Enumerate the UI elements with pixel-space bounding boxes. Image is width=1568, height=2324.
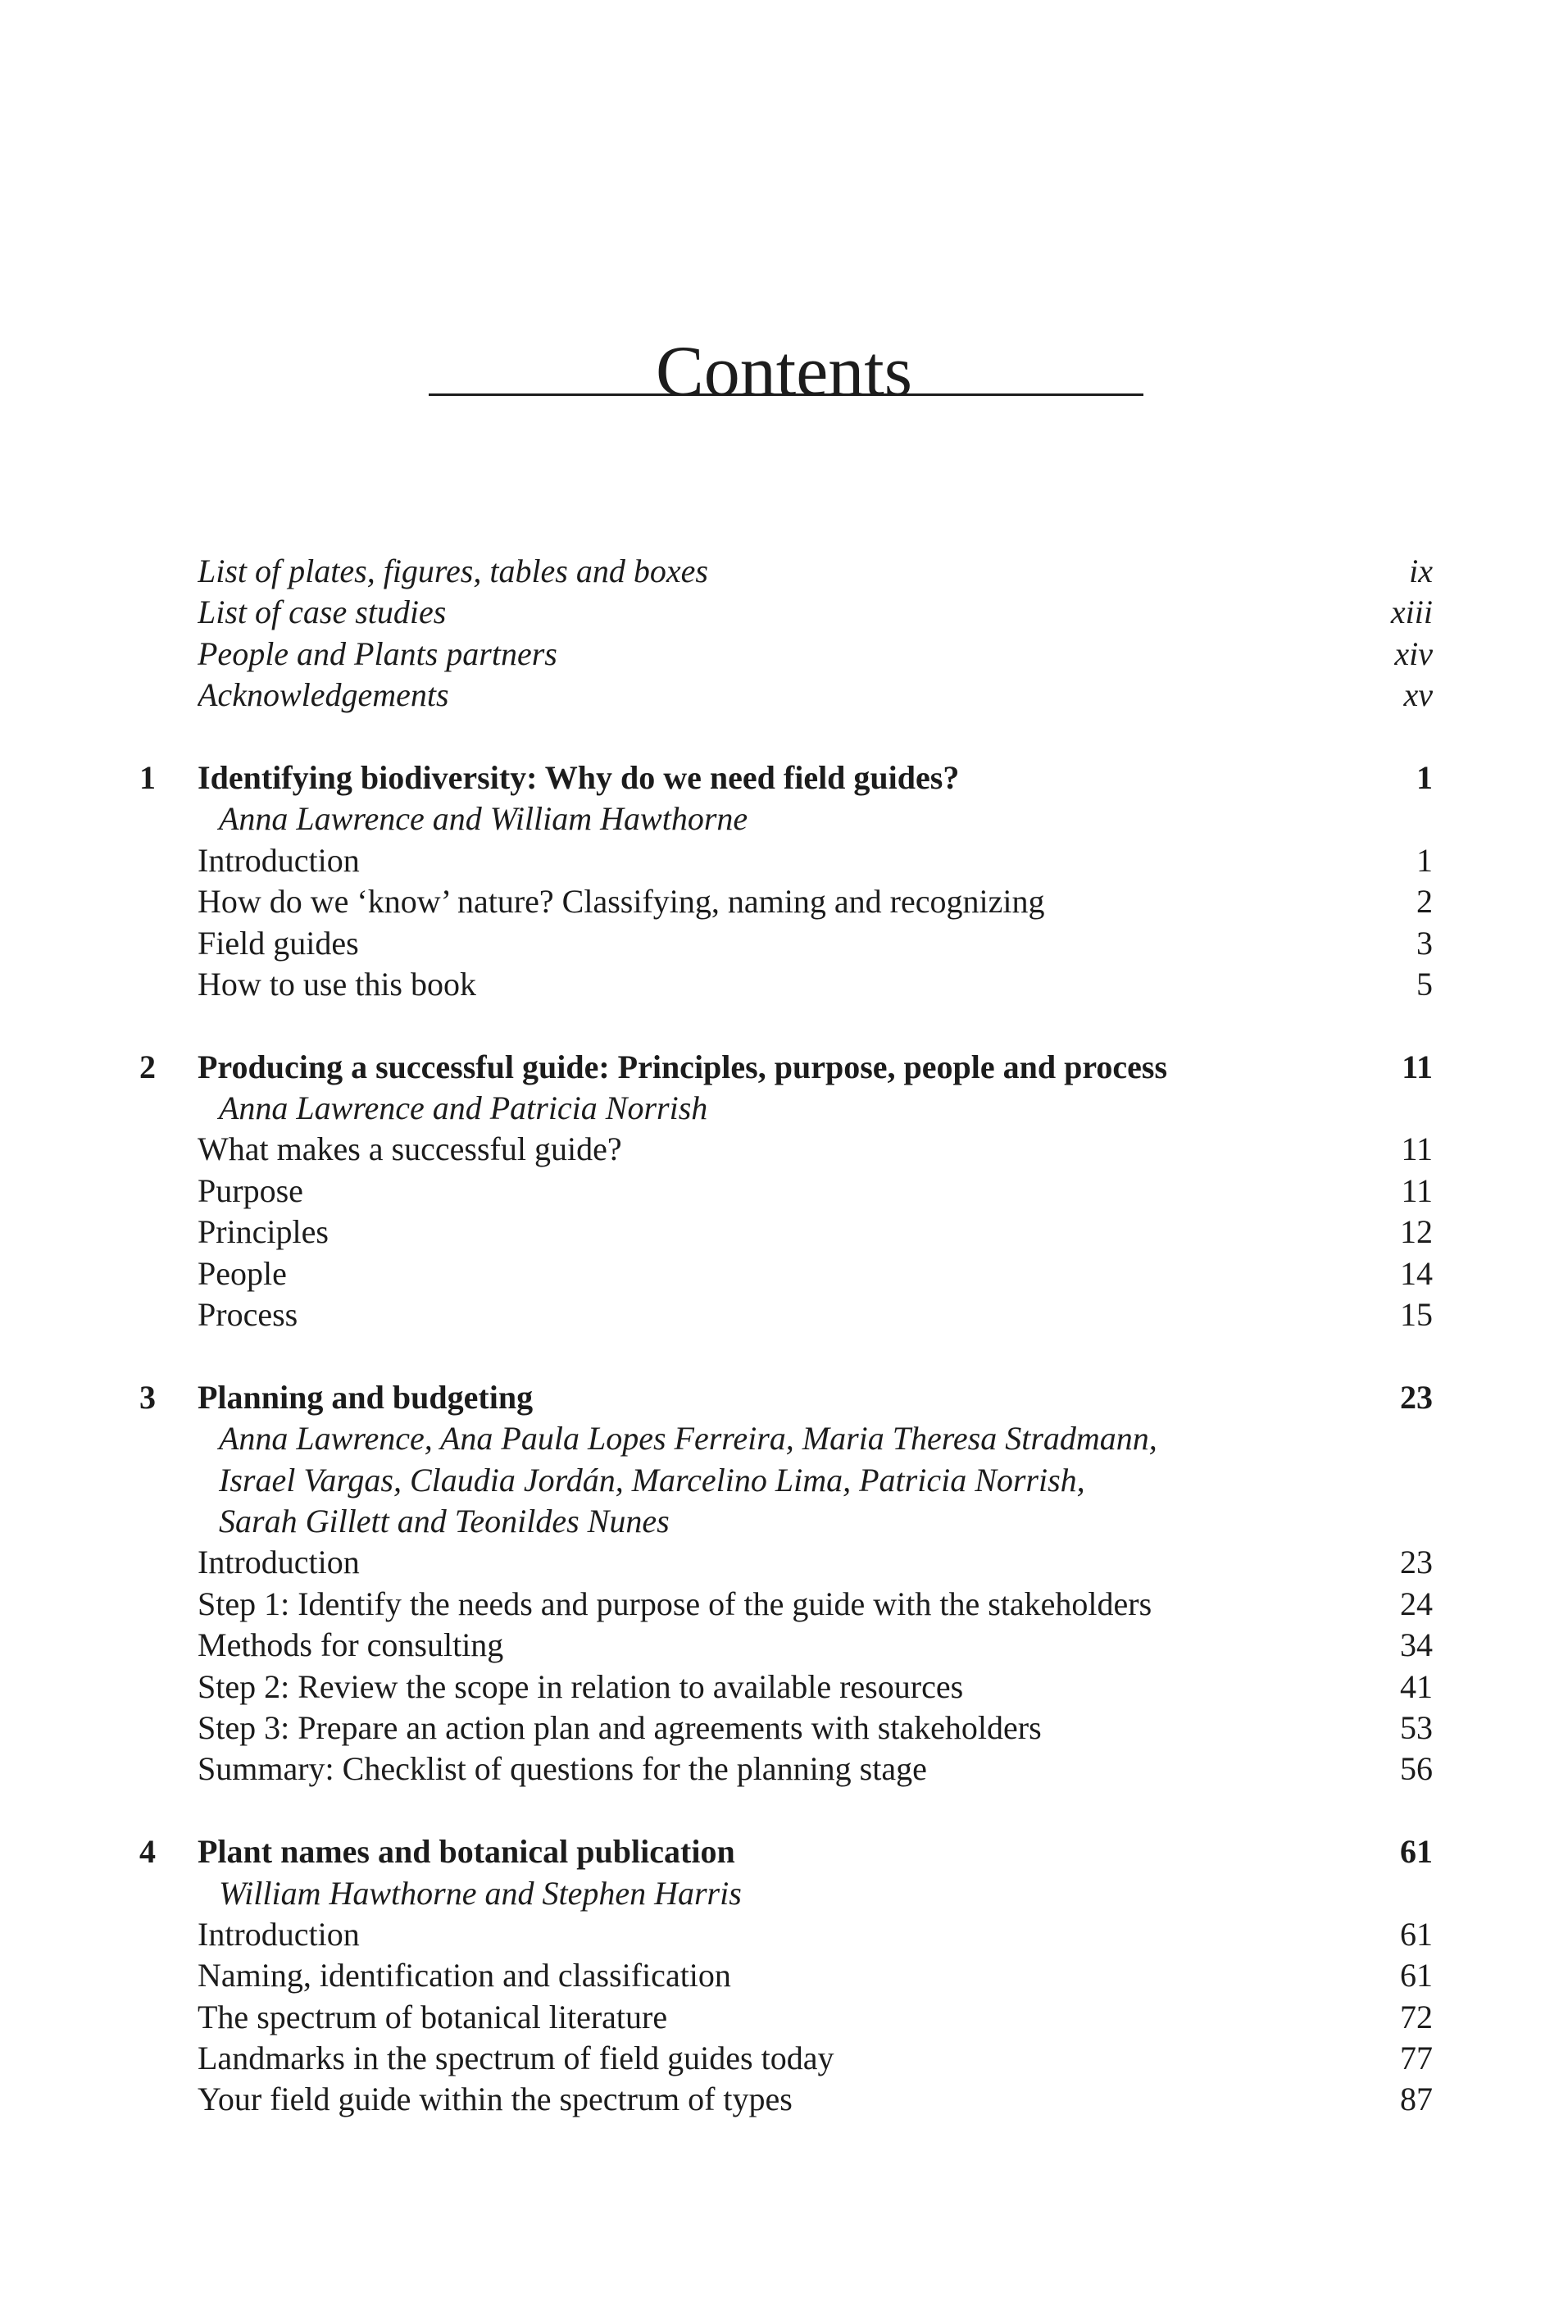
- spacer: [139, 1790, 1433, 1831]
- toc-page-number: 61: [1400, 1915, 1433, 1953]
- toc-page-number: 11: [1401, 1130, 1433, 1168]
- chapter-heading[interactable]: [139, 1377, 1433, 1418]
- author-line: Israel Vargas, Claudia Jordán, Marcelino Lima, Patricia Norrish,: [219, 1461, 1085, 1499]
- chapter-title: Identifying biodiversity: Why do we need field guides?: [198, 758, 960, 796]
- toc-page-number: 72: [1400, 1998, 1433, 2035]
- author-line: Sarah Gillett and Teonildes Nunes: [219, 1502, 670, 1539]
- section-title: Your field guide within the spectrum of types: [198, 2081, 793, 2118]
- section-title: Step 1: Identify the needs and purpose of the guide with the stakeholders: [198, 1585, 1152, 1622]
- toc-page-number: 41: [1400, 1667, 1433, 1705]
- toc-front-item[interactable]: [139, 675, 1433, 716]
- section-title: The spectrum of botanical literature: [198, 1998, 668, 2035]
- section-title: Summary: Checklist of questions for the planning stage: [198, 1750, 927, 1788]
- toc-front-item[interactable]: [139, 634, 1433, 675]
- toc-page-number: 34: [1400, 1626, 1433, 1664]
- toc-page-number: xv: [1403, 676, 1433, 714]
- toc-section-item[interactable]: [139, 1914, 1433, 1955]
- toc-section-item[interactable]: [139, 1584, 1433, 1625]
- section-title: Landmarks in the spectrum of field guides today: [198, 2040, 834, 2077]
- toc-page-number: xiii: [1390, 594, 1433, 631]
- toc-page-number: 11: [1401, 1171, 1433, 1209]
- chapter-heading[interactable]: [139, 1047, 1433, 1088]
- toc-page-number: 61: [1400, 1957, 1433, 1994]
- toc-section-item[interactable]: [139, 1212, 1433, 1253]
- author-line: Anna Lawrence and Patricia Norrish: [219, 1089, 708, 1127]
- section-title: Introduction: [198, 1544, 360, 1581]
- chapter-heading[interactable]: [139, 1831, 1433, 1872]
- section-title: How do we ‘know’ nature? Classifying, naming and recognizing: [198, 883, 1045, 921]
- toc-page-number: 61: [1400, 1833, 1433, 1871]
- toc-section-item[interactable]: [139, 1171, 1433, 1212]
- toc-page-number: 1: [1416, 758, 1433, 796]
- toc-section-item[interactable]: [139, 964, 1433, 1005]
- toc-section-item[interactable]: [139, 1997, 1433, 2038]
- toc-section-item[interactable]: [139, 2079, 1433, 2120]
- toc-section-item[interactable]: [139, 1625, 1433, 1666]
- toc-page-number: xiv: [1394, 634, 1433, 672]
- section-title: Step 2: Review the scope in relation to available resources: [198, 1667, 964, 1705]
- toc-page-number: 77: [1400, 2040, 1433, 2077]
- chapter-authors: [139, 1460, 1433, 1501]
- toc-front-item[interactable]: [139, 592, 1433, 633]
- spacer: [139, 716, 1433, 757]
- chapter-title: Plant names and botanical publication: [198, 1833, 735, 1871]
- toc-section-item[interactable]: [139, 1955, 1433, 1996]
- section-title: Process: [198, 1296, 298, 1334]
- spacer: [139, 1335, 1433, 1376]
- toc-page-number: 5: [1416, 965, 1433, 1003]
- author-line: Anna Lawrence and William Hawthorne: [219, 800, 748, 838]
- section-title: Introduction: [198, 841, 360, 879]
- chapter-number: 3: [139, 1378, 156, 1416]
- toc-page-number: 12: [1400, 1213, 1433, 1251]
- toc-page-number: 1: [1416, 841, 1433, 879]
- section-title: Purpose: [198, 1171, 303, 1209]
- chapter-number: 4: [139, 1833, 156, 1871]
- toc-section-item[interactable]: [139, 1294, 1433, 1335]
- toc-section-item[interactable]: [139, 1129, 1433, 1170]
- chapter-heading[interactable]: [139, 757, 1433, 798]
- author-line: William Hawthorne and Stephen Harris: [219, 1874, 742, 1912]
- chapter-number: 1: [139, 758, 156, 796]
- chapter-authors: [139, 1873, 1433, 1914]
- chapter-authors: [139, 1418, 1433, 1459]
- toc-front-item[interactable]: [139, 551, 1433, 592]
- chapter-number: 2: [139, 1048, 156, 1085]
- section-title: Field guides: [198, 924, 359, 962]
- chapter-title: Producing a successful guide: Principles, purpose, people and process: [198, 1048, 1168, 1085]
- toc-section-item[interactable]: [139, 1749, 1433, 1790]
- section-title: People: [198, 1254, 287, 1292]
- toc-entry-title: List of case studies: [198, 594, 447, 631]
- toc-section-item[interactable]: [139, 1667, 1433, 1708]
- toc-page-number: ix: [1409, 553, 1433, 589]
- toc-page-number: 23: [1400, 1544, 1433, 1581]
- table-of-contents: [139, 551, 1433, 2121]
- toc-entry-title: People and Plants partners: [198, 634, 557, 672]
- toc-page-number: 3: [1416, 924, 1433, 962]
- toc-page-number: 87: [1400, 2081, 1433, 2118]
- toc-section-item[interactable]: [139, 923, 1433, 964]
- toc-section-item[interactable]: [139, 1253, 1433, 1294]
- section-title: Step 3: Prepare an action plan and agreements with stakeholders: [198, 1708, 1042, 1746]
- section-title: Methods for consulting: [198, 1626, 504, 1664]
- section-title: Introduction: [198, 1915, 360, 1953]
- chapter-title: Planning and budgeting: [198, 1378, 534, 1416]
- section-title: What makes a successful guide?: [198, 1130, 622, 1168]
- chapter-authors: [139, 798, 1433, 839]
- author-line: Anna Lawrence, Ana Paula Lopes Ferreira, Maria Theresa Stradmann,: [219, 1420, 1157, 1458]
- toc-page-number: 15: [1400, 1296, 1433, 1334]
- page-title: Contents: [656, 331, 912, 412]
- toc-page-number: 53: [1400, 1708, 1433, 1746]
- toc-section-item[interactable]: [139, 2038, 1433, 2079]
- title-rule: [429, 393, 1143, 396]
- section-title: How to use this book: [198, 965, 476, 1003]
- toc-section-item[interactable]: [139, 1542, 1433, 1583]
- toc-page-number: 14: [1400, 1254, 1433, 1292]
- chapter-authors: [139, 1501, 1433, 1542]
- spacer: [139, 1005, 1433, 1046]
- toc-page-number: 2: [1416, 883, 1433, 921]
- section-title: Principles: [198, 1213, 329, 1251]
- section-title: Naming, identification and classification: [198, 1957, 731, 1994]
- toc-entry-title: List of plates, figures, tables and boxes: [198, 553, 708, 589]
- chapter-authors: [139, 1088, 1433, 1129]
- toc-section-item[interactable]: [139, 1708, 1433, 1749]
- toc-page-number: 11: [1402, 1048, 1433, 1085]
- toc-entry-title: Acknowledgements: [198, 676, 449, 714]
- toc-page-number: 56: [1400, 1750, 1433, 1788]
- toc-page-number: 23: [1400, 1378, 1433, 1416]
- toc-section-item[interactable]: [139, 840, 1433, 881]
- toc-page-number: 24: [1400, 1585, 1433, 1622]
- toc-section-item[interactable]: [139, 881, 1433, 922]
